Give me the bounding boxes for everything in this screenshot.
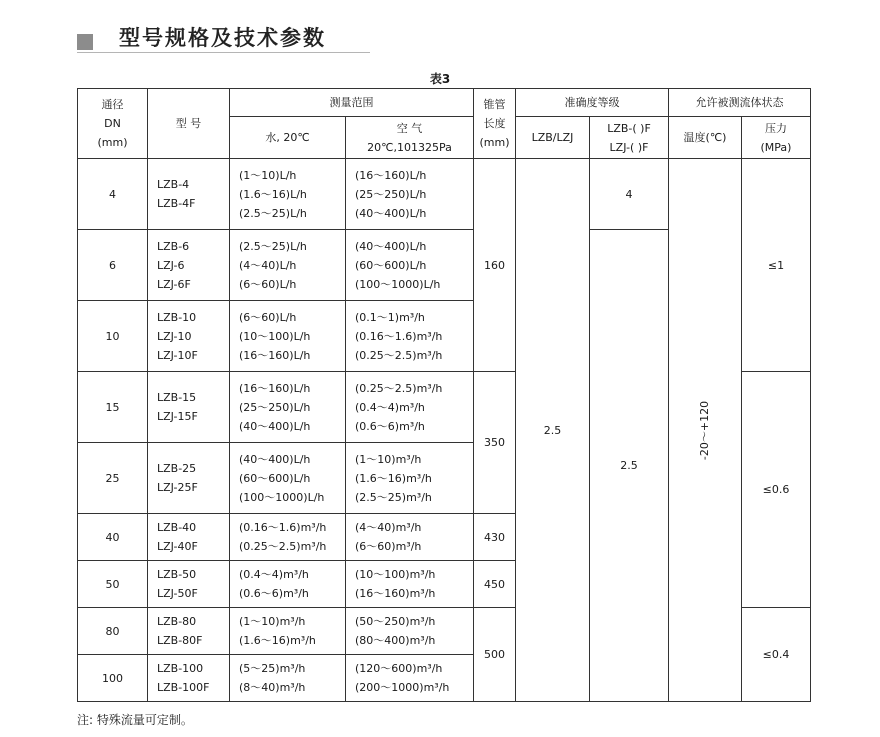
title-underline xyxy=(77,52,370,53)
cone-length-450: 450 xyxy=(474,561,516,608)
cone-length-350: 350 xyxy=(474,372,516,514)
model-cell: LZB-15 LZJ-15F xyxy=(148,372,230,443)
water-range-cell: (1～10)m³/h (1.6～16)m³/h xyxy=(230,608,346,655)
header-acc-lzb: LZB/LZJ xyxy=(516,117,590,159)
cone-length-500: 500 xyxy=(474,608,516,702)
section-header xyxy=(77,22,370,56)
pressure-le-04: ≤0.4 xyxy=(742,608,811,702)
header-cone-length: 锥管 长度 (mm) xyxy=(474,89,516,159)
dn-cell: 80 xyxy=(78,608,148,655)
header-fluid-state: 允许被测流体状态 xyxy=(669,89,811,117)
water-range-cell: (40～400)L/h (60～600)L/h (100～1000)L/h xyxy=(230,443,346,514)
water-range-cell: (2.5～25)L/h (4～40)L/h (6～60)L/h xyxy=(230,230,346,301)
header-accuracy: 准确度等级 xyxy=(516,89,669,117)
model-cell: LZB-6 LZJ-6 LZJ-6F xyxy=(148,230,230,301)
water-range-cell: (1～10)L/h (1.6～16)L/h (2.5～25)L/h xyxy=(230,159,346,230)
model-cell: LZB-10 LZJ-10 LZJ-10F xyxy=(148,301,230,372)
temperature-value: -20～+120 xyxy=(698,400,712,460)
dn-cell: 15 xyxy=(78,372,148,443)
air-range-cell: (16～160)L/h (25～250)L/h (40～400)L/h xyxy=(346,159,474,230)
accuracy-f-dn4: 4 xyxy=(590,159,669,230)
air-range-cell: (120～600)m³/h (200～1000)m³/h xyxy=(346,655,474,702)
table-caption: 表3 xyxy=(429,72,451,86)
model-cell: LZB-50 LZJ-50F xyxy=(148,561,230,608)
air-range-cell: (4～40)m³/h (6～60)m³/h xyxy=(346,514,474,561)
dn-cell: 40 xyxy=(78,514,148,561)
water-range-cell: (0.4～4)m³/h (0.6～6)m³/h xyxy=(230,561,346,608)
page-title: 型号规格及技术参数 xyxy=(119,26,326,50)
model-cell: LZB-4 LZB-4F xyxy=(148,159,230,230)
pressure-le-1: ≤1 xyxy=(742,159,811,372)
water-range-cell: (16～160)L/h (25～250)L/h (40～400)L/h xyxy=(230,372,346,443)
header-acc-f: LZB-( )F LZJ-( )F xyxy=(590,117,669,159)
header-range: 测量范围 xyxy=(230,89,474,117)
header-temperature: 温度(℃) xyxy=(669,117,742,159)
pressure-le-06: ≤0.6 xyxy=(742,372,811,608)
dn-cell: 6 xyxy=(78,230,148,301)
air-range-cell: (50～250)m³/h (80～400)m³/h xyxy=(346,608,474,655)
header-pressure: 压力 (MPa) xyxy=(742,117,811,159)
dn-cell: 100 xyxy=(78,655,148,702)
air-range-cell: (10～100)m³/h (16～160)m³/h xyxy=(346,561,474,608)
air-range-cell: (40～400)L/h (60～600)L/h (100～1000)L/h xyxy=(346,230,474,301)
water-range-cell: (0.16～1.6)m³/h (0.25～2.5)m³/h xyxy=(230,514,346,561)
water-range-cell: (6～60)L/h (10～100)L/h (16～160)L/h xyxy=(230,301,346,372)
dn-cell: 25 xyxy=(78,443,148,514)
accuracy-lzb-value: 2.5 xyxy=(516,159,590,702)
table-row xyxy=(78,159,811,230)
model-cell: LZB-80 LZB-80F xyxy=(148,608,230,655)
air-range-cell: (0.25～2.5)m³/h (0.4～4)m³/h (0.6～6)m³/h xyxy=(346,372,474,443)
header-dn: 通径 DN (mm) xyxy=(78,89,148,159)
air-range-cell: (0.1～1)m³/h (0.16～1.6)m³/h (0.25～2.5)m³/h xyxy=(346,301,474,372)
title-marker xyxy=(77,34,93,50)
dn-cell: 4 xyxy=(78,159,148,230)
footnote: 注: 特殊流量可定制。 xyxy=(77,713,193,727)
spec-table xyxy=(77,88,811,702)
model-cell: LZB-25 LZJ-25F xyxy=(148,443,230,514)
cone-length-160: 160 xyxy=(474,159,516,372)
cone-length-430: 430 xyxy=(474,514,516,561)
header-air: 空 气 20℃,101325Pa xyxy=(346,117,474,159)
accuracy-f-value: 2.5 xyxy=(590,230,669,702)
air-range-cell: (1～10)m³/h (1.6～16)m³/h (2.5～25)m³/h xyxy=(346,443,474,514)
dn-cell: 50 xyxy=(78,561,148,608)
water-range-cell: (5～25)m³/h (8～40)m³/h xyxy=(230,655,346,702)
dn-cell: 10 xyxy=(78,301,148,372)
header-model: 型 号 xyxy=(148,89,230,159)
model-cell: LZB-100 LZB-100F xyxy=(148,655,230,702)
temperature-range xyxy=(669,159,742,702)
model-cell: LZB-40 LZJ-40F xyxy=(148,514,230,561)
header-water: 水, 20℃ xyxy=(230,117,346,159)
